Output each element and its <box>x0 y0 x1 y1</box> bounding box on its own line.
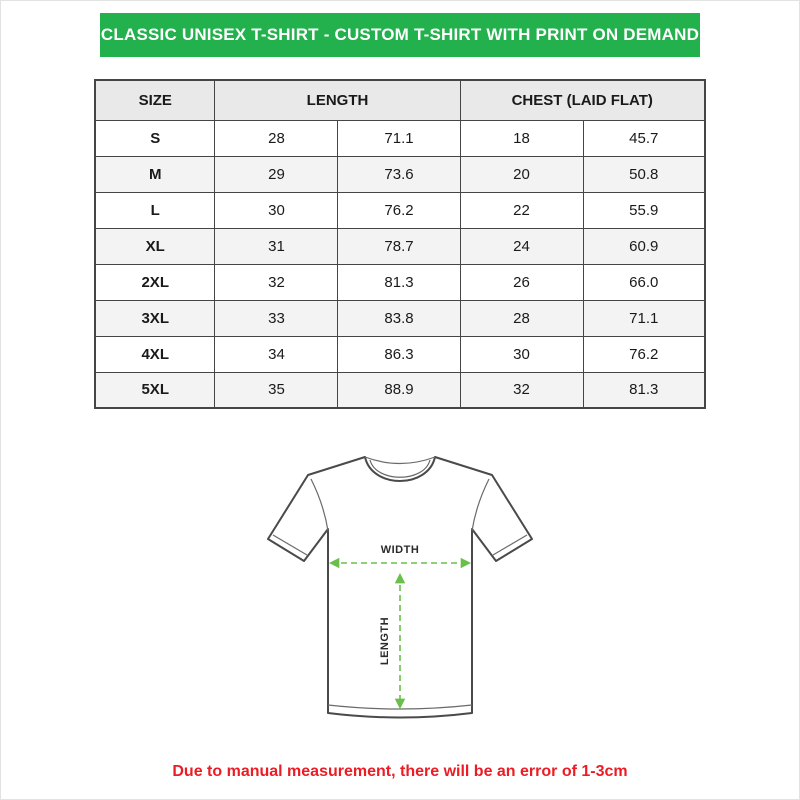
length-cm-cell: 83.8 <box>338 300 460 336</box>
chest-in-cell: 18 <box>460 120 583 156</box>
table-row <box>95 264 705 300</box>
chest-cm-cell: 55.9 <box>583 192 705 228</box>
length-cm-cell: 88.9 <box>338 372 460 408</box>
chest-cm-cell: 76.2 <box>583 336 705 372</box>
length-in-cell: 35 <box>215 372 338 408</box>
length-cm-cell: 86.3 <box>338 336 460 372</box>
table-row <box>95 372 705 408</box>
length-in-cell: 30 <box>215 192 338 228</box>
chest-cm-cell: 66.0 <box>583 264 705 300</box>
length-cm-cell: 71.1 <box>338 120 460 156</box>
size-cell: 5XL <box>95 372 215 408</box>
chest-cm-cell: 45.7 <box>583 120 705 156</box>
size-cell: L <box>95 192 215 228</box>
chest-in-cell: 32 <box>460 372 583 408</box>
collar-seam <box>365 457 435 464</box>
chest-in-cell: 22 <box>460 192 583 228</box>
length-cm-cell: 78.7 <box>338 228 460 264</box>
length-in-cell: 33 <box>215 300 338 336</box>
table-row <box>95 228 705 264</box>
length-label: LENGTH <box>379 616 391 666</box>
width-label: WIDTH <box>380 544 420 556</box>
chest-cm-cell: 71.1 <box>583 300 705 336</box>
table-row <box>95 156 705 192</box>
length-in-cell: 28 <box>215 120 338 156</box>
col-header-length: LENGTH <box>215 80 460 120</box>
chest-cm-cell: 50.8 <box>583 156 705 192</box>
col-header-chest: CHEST (LAID FLAT) <box>460 80 705 120</box>
table-row <box>95 336 705 372</box>
size-cell: 3XL <box>95 300 215 336</box>
size-chart-table <box>94 79 706 409</box>
chest-in-cell: 30 <box>460 336 583 372</box>
chest-in-cell: 20 <box>460 156 583 192</box>
table-row <box>95 192 705 228</box>
length-in-cell: 29 <box>215 156 338 192</box>
chest-cm-cell: 81.3 <box>583 372 705 408</box>
size-cell: S <box>95 120 215 156</box>
length-in-cell: 31 <box>215 228 338 264</box>
size-cell: 4XL <box>95 336 215 372</box>
tshirt-measurement-diagram <box>260 443 540 735</box>
length-in-cell: 34 <box>215 336 338 372</box>
title-banner <box>100 13 700 57</box>
page-title: CLASSIC UNISEX T-SHIRT - CUSTOM T-SHIRT WITH PRINT ON DEMAND <box>100 25 700 44</box>
size-cell: M <box>95 156 215 192</box>
chest-in-cell: 24 <box>460 228 583 264</box>
size-cell: XL <box>95 228 215 264</box>
chest-cm-cell: 60.9 <box>583 228 705 264</box>
length-cm-cell: 73.6 <box>338 156 460 192</box>
length-in-cell: 32 <box>215 264 338 300</box>
table-row <box>95 300 705 336</box>
length-cm-cell: 76.2 <box>338 192 460 228</box>
chest-in-cell: 26 <box>460 264 583 300</box>
measurement-disclaimer: Due to manual measurement, there will be an error of 1-3cm <box>172 763 628 780</box>
table-header-row <box>95 80 705 120</box>
size-cell: 2XL <box>95 264 215 300</box>
length-cm-cell: 81.3 <box>338 264 460 300</box>
col-header-size: SIZE <box>95 80 215 120</box>
table-row <box>95 120 705 156</box>
chest-in-cell: 28 <box>460 300 583 336</box>
